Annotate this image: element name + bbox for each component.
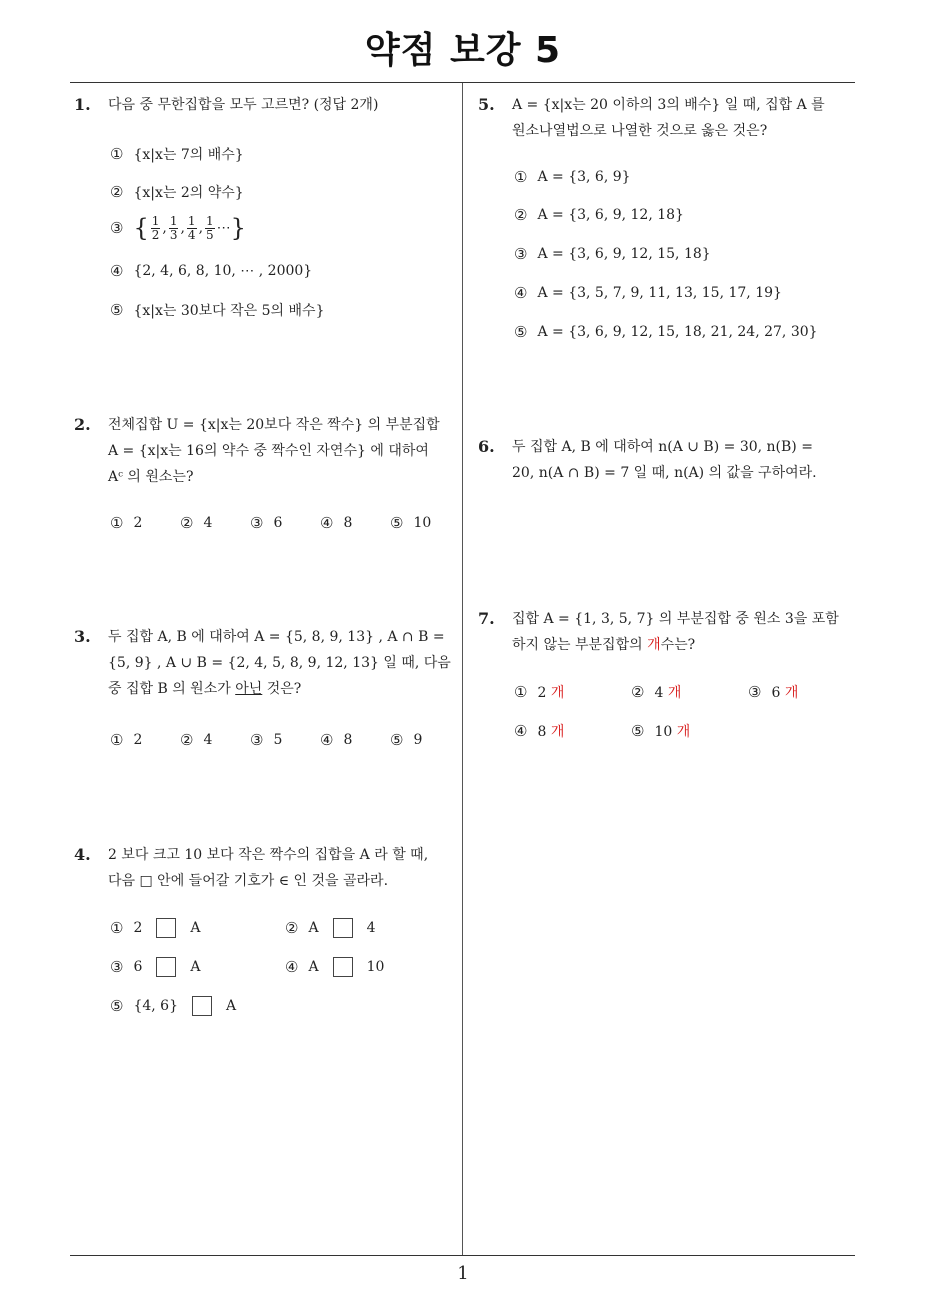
option-5[interactable] — [390, 514, 431, 532]
question-text — [512, 606, 862, 658]
option-text: 8 — [343, 515, 353, 531]
option-text: 6 개 — [771, 685, 799, 701]
option-marker: ③ — [250, 731, 264, 749]
question-number: 5. — [478, 95, 495, 114]
option-text: 4 — [203, 515, 213, 531]
question-6 — [478, 434, 863, 490]
bottom-rule — [70, 1255, 855, 1256]
question-line: 집합 A = {1, 3, 5, 7} 의 부분집합 중 원소 3을 포함 — [512, 611, 839, 627]
unit-label: 개 — [550, 724, 565, 740]
option-marker: ① — [110, 731, 124, 749]
option-marker: ⑤ — [514, 323, 528, 341]
option-marker: ④ — [320, 514, 334, 532]
option-5[interactable] — [514, 323, 818, 341]
question-line: 하지 않는 부분집합의 개수는? — [512, 637, 696, 653]
option-marker: ② — [285, 919, 299, 937]
question-line: 20, n(A ∩ B) = 7 일 때, n(A) 의 값을 구하여라. — [512, 465, 817, 481]
underlined-word: 아닌 — [235, 681, 263, 697]
question-7 — [478, 606, 863, 662]
option-marker: ④ — [110, 262, 124, 280]
ellipsis: ⋯ — [216, 220, 231, 236]
question-line: 두 집합 A, B 에 대하여 n(A ∪ B) = 30, n(B) = — [512, 439, 813, 455]
question-line: {5, 9} , A ∪ B = {2, 4, 5, 8, 9, 12, 13} 일 때, 다음 — [108, 655, 451, 671]
question-line: A = {x|x는 16의 약수 중 짝수인 자연수} 에 대하여 — [108, 443, 429, 459]
page-number: 1 — [457, 1263, 469, 1284]
option-text: {x|x는 2의 약수} — [133, 185, 244, 201]
fraction-quarter: $\frac{1}{4}$ — [187, 213, 196, 242]
question-text: 다음 중 무한집합을 모두 고르면? (정답 2개) — [108, 97, 379, 113]
question-number: 3. — [74, 627, 91, 646]
option-marker: ⑤ — [110, 301, 124, 319]
blank-box[interactable] — [333, 957, 353, 977]
question-3 — [74, 624, 459, 704]
fraction-half: $\frac{1}{2}$ — [151, 213, 160, 242]
option-1[interactable] — [110, 731, 142, 749]
highlighted-text: 개 — [647, 637, 661, 653]
blank-box[interactable] — [192, 996, 212, 1016]
option-text: 6 — [273, 515, 283, 531]
option-text: 10 개 — [654, 724, 691, 740]
page-title: 약점 보강 5 — [364, 30, 562, 71]
option-text: A = {3, 6, 9, 12, 15, 18, 21, 24, 27, 30} — [537, 324, 818, 340]
option-text: 8 — [343, 732, 353, 748]
option-3[interactable] — [110, 214, 246, 242]
question-line: 2 보다 크고 10 보다 작은 짝수의 집합을 A 라 할 때, — [108, 847, 429, 863]
option-1[interactable] — [110, 144, 244, 164]
option-text: 4 개 — [654, 685, 682, 701]
option-marker: ⑤ — [110, 997, 124, 1015]
question-text — [512, 434, 862, 486]
option-marker: ① — [514, 683, 528, 701]
option-marker: ④ — [285, 958, 299, 976]
option-3[interactable] — [250, 731, 282, 749]
question-number: 2. — [74, 415, 91, 434]
question-text — [108, 842, 458, 894]
option-text: {x|x는 30보다 작은 5의 배수} — [133, 303, 325, 319]
option-marker: ② — [110, 183, 124, 201]
option-marker: ④ — [514, 284, 528, 302]
option-text: A = {3, 6, 9} — [537, 169, 631, 185]
question-4 — [74, 842, 459, 898]
option-marker: ② — [514, 206, 528, 224]
option-marker: ① — [110, 514, 124, 532]
option-3[interactable]: ③ 6 A — [110, 958, 201, 976]
question-1 — [74, 92, 459, 332]
question-line: 다음 □ 안에 들어갈 기호가 ∈ 인 것을 골라라. — [108, 873, 389, 889]
option-2[interactable] — [514, 206, 684, 224]
option-text: 2 — [133, 732, 143, 748]
question-2 — [74, 412, 459, 492]
option-text: {2, 4, 6, 8, 10, ⋯ , 2000} — [133, 263, 313, 279]
option-2[interactable]: ② A 4 — [285, 919, 376, 937]
blank-box[interactable] — [333, 918, 353, 938]
option-marker: ③ — [748, 683, 762, 701]
option-marker: ④ — [320, 731, 334, 749]
question-text — [512, 92, 862, 144]
question-line: 두 집합 A, B 에 대하여 A = {5, 8, 9, 13} , A ∩ B = — [108, 629, 445, 645]
question-line: 원소나열법으로 나열한 것으로 옳은 것은? — [512, 123, 768, 139]
option-text: {x|x는 7의 배수} — [133, 147, 244, 163]
option-4[interactable] — [514, 721, 564, 741]
option-marker: ③ — [514, 245, 528, 263]
option-3[interactable] — [748, 682, 798, 702]
option-3[interactable] — [250, 514, 282, 532]
option-text: 8 개 — [537, 724, 565, 740]
question-line: A = {x|x는 20 이하의 3의 배수} 일 때, 집합 A 를 — [512, 97, 825, 113]
option-marker: ② — [180, 731, 194, 749]
option-marker: ⑤ — [631, 722, 645, 740]
question-number: 1. — [74, 95, 91, 114]
option-text: 4 — [203, 732, 213, 748]
option-text: A = {3, 6, 9, 12, 18} — [537, 207, 684, 223]
option-2[interactable] — [180, 514, 212, 532]
option-text: 10 — [413, 515, 432, 531]
question-number: 6. — [478, 437, 495, 456]
option-text: 2 개 — [537, 685, 565, 701]
option-5[interactable] — [631, 721, 690, 741]
column-divider — [462, 83, 463, 1255]
blank-box[interactable] — [156, 918, 176, 938]
question-line: 중 집합 B 의 원소가 아닌 것은? — [108, 681, 302, 697]
question-line: Aᶜ 의 원소는? — [108, 469, 194, 485]
option-4[interactable]: ④ A 10 — [285, 958, 385, 976]
option-text: 2 — [133, 515, 143, 531]
option-4[interactable] — [320, 731, 352, 749]
option-marker: ① — [110, 145, 124, 163]
option-marker: ③ — [110, 219, 124, 237]
option-5[interactable] — [110, 300, 325, 320]
option-1[interactable]: ① 2 A — [110, 919, 201, 937]
option-marker: ⑤ — [390, 731, 404, 749]
question-number: 4. — [74, 845, 91, 864]
fraction-third: $\frac{1}{3}$ — [169, 213, 178, 242]
option-1[interactable] — [110, 514, 142, 532]
option-marker: ③ — [250, 514, 264, 532]
blank-box[interactable] — [156, 957, 176, 977]
option-text: 9 — [413, 732, 423, 748]
option-3[interactable] — [514, 245, 711, 263]
question-text — [108, 412, 458, 490]
option-5[interactable]: ⑤ {4, 6} A — [110, 997, 237, 1015]
option-marker: ⑤ — [390, 514, 404, 532]
option-math: { $\frac{1}{2}$ , $\frac{1}{3}$ , $\frac{1}{4}$ , $\frac{1}{5}$ ⋯ } — [133, 213, 246, 242]
option-1[interactable] — [514, 682, 564, 702]
question-number: 7. — [478, 609, 495, 628]
option-4[interactable] — [320, 514, 352, 532]
option-text: A = {3, 5, 7, 9, 11, 13, 15, 17, 19} — [537, 285, 782, 301]
question-5 — [478, 92, 863, 148]
option-marker: ① — [514, 168, 528, 186]
option-5[interactable] — [390, 731, 422, 749]
option-2[interactable] — [180, 731, 212, 749]
fraction-fifth: $\frac{1}{5}$ — [206, 213, 214, 242]
option-4[interactable] — [110, 262, 312, 280]
option-2[interactable] — [631, 682, 681, 702]
option-2[interactable] — [110, 182, 244, 202]
unit-label: 개 — [676, 724, 691, 740]
option-marker: ④ — [514, 722, 528, 740]
option-4[interactable] — [514, 284, 782, 302]
option-marker: ① — [110, 919, 124, 937]
option-text: 5 — [273, 732, 283, 748]
question-line: 전체집합 U = {x|x는 20보다 작은 짝수} 의 부분집합 — [108, 417, 440, 433]
option-marker: ③ — [110, 958, 124, 976]
unit-label: 개 — [784, 685, 799, 701]
unit-label: 개 — [550, 685, 565, 701]
unit-label: 개 — [667, 685, 682, 701]
option-marker: ② — [180, 514, 194, 532]
option-text: A = {3, 6, 9, 12, 15, 18} — [537, 246, 711, 262]
option-marker: ② — [631, 683, 645, 701]
option-1[interactable] — [514, 168, 631, 186]
question-text — [108, 624, 458, 702]
